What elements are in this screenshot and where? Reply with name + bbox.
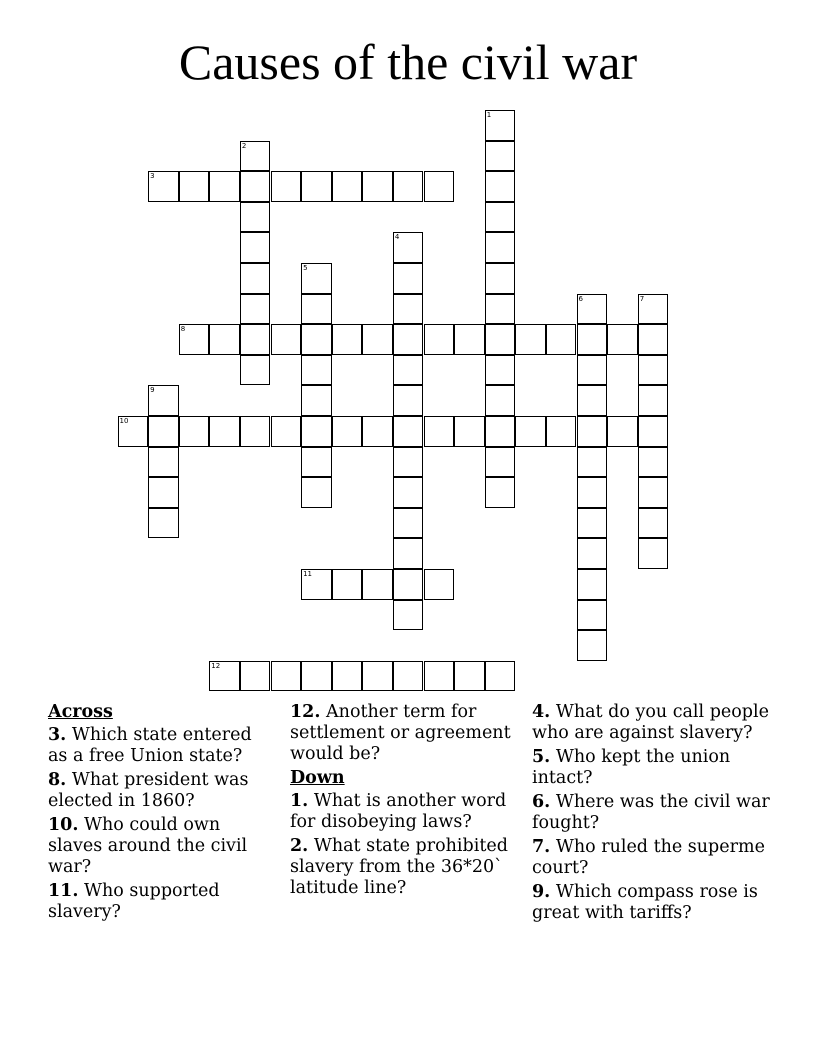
grid-cell[interactable] xyxy=(301,447,332,478)
cell-number: 12 xyxy=(211,661,221,670)
grid-cell[interactable] xyxy=(332,416,363,447)
clues-column-3 xyxy=(532,702,782,927)
grid-cell[interactable] xyxy=(301,416,332,447)
grid-cell[interactable] xyxy=(240,416,271,447)
cell-number: 11 xyxy=(303,570,313,578)
grid-cell[interactable] xyxy=(577,447,608,478)
grid-cell[interactable] xyxy=(179,324,210,355)
clue-down-4: 4. What do you call people who are against slavery? xyxy=(532,702,769,743)
grid-cell[interactable] xyxy=(485,232,516,263)
grid-cell[interactable] xyxy=(393,416,424,447)
cell-number: 4 xyxy=(394,233,400,242)
clues-column-2 xyxy=(290,702,526,902)
clue-across-8: 8. What president was elected in 1860? xyxy=(48,770,249,811)
clues-column-1 xyxy=(48,702,276,926)
clue-down-9: 9. Which compass rose is great with tariffs? xyxy=(532,882,758,923)
grid-cell[interactable] xyxy=(485,141,516,172)
grid-cell[interactable] xyxy=(485,477,516,508)
grid-cell[interactable] xyxy=(393,385,424,416)
grid-cell[interactable] xyxy=(301,477,332,508)
grid-cell[interactable] xyxy=(577,630,608,661)
grid-cell[interactable] xyxy=(577,538,608,569)
grid-cell[interactable] xyxy=(546,324,577,355)
grid-cell[interactable] xyxy=(301,324,332,355)
page-title: Causes of the civil war xyxy=(178,34,638,90)
grid-cell[interactable] xyxy=(485,416,516,447)
grid-cell[interactable] xyxy=(393,447,424,478)
grid-cell[interactable] xyxy=(454,324,485,355)
grid-cell[interactable] xyxy=(577,355,608,386)
cell-number: 1 xyxy=(486,111,492,119)
grid-cell[interactable] xyxy=(638,508,669,539)
clue-across-3: 3. Which state entered as a free Union state? xyxy=(48,725,252,766)
grid-cell[interactable] xyxy=(454,661,485,692)
cell-number: 5 xyxy=(303,264,308,272)
grid-cell[interactable] xyxy=(393,324,424,355)
grid-cell[interactable] xyxy=(577,385,608,416)
grid-cell[interactable] xyxy=(301,661,332,692)
grid-cell[interactable] xyxy=(577,477,608,508)
grid-cell[interactable] xyxy=(271,324,302,355)
grid-cell[interactable] xyxy=(424,661,455,692)
grid-cell[interactable] xyxy=(485,355,516,386)
grid-cell[interactable] xyxy=(577,294,608,325)
grid-cell[interactable] xyxy=(148,508,179,539)
grid-cell[interactable] xyxy=(240,232,271,263)
grid-cell[interactable] xyxy=(301,263,332,294)
clue-across-10: 10. Who could own slaves around the civil war? xyxy=(48,815,248,877)
grid-cell[interactable] xyxy=(332,569,363,600)
grid-cell[interactable] xyxy=(424,324,455,355)
grid-cell[interactable] xyxy=(209,324,240,355)
grid-cell[interactable] xyxy=(362,416,393,447)
grid-cell[interactable] xyxy=(424,416,455,447)
grid-cell[interactable] xyxy=(148,385,179,416)
grid-cell[interactable] xyxy=(638,447,669,478)
grid-cell[interactable] xyxy=(485,324,516,355)
grid-cell[interactable] xyxy=(332,171,363,202)
grid-cell[interactable] xyxy=(209,661,240,692)
grid-cell[interactable] xyxy=(638,355,669,386)
clue-down-5: 5. Who kept the union intact? xyxy=(532,747,731,788)
grid-cell[interactable] xyxy=(240,202,271,233)
grid-cell[interactable] xyxy=(332,661,363,692)
clue-down-6: 6. Where was the civil war fought? xyxy=(532,792,770,833)
grid-cell[interactable] xyxy=(240,294,271,325)
clue-across-11: 11. Who supported slavery? xyxy=(48,881,220,922)
grid-cell[interactable] xyxy=(332,324,363,355)
grid-cell[interactable] xyxy=(393,477,424,508)
grid-cell[interactable] xyxy=(393,171,424,202)
grid-cell[interactable] xyxy=(301,569,332,600)
grid-cell[interactable] xyxy=(577,508,608,539)
grid-cell[interactable] xyxy=(362,661,393,692)
grid-cell[interactable] xyxy=(638,294,669,325)
cell-number: 7 xyxy=(639,294,645,303)
grid-cell[interactable] xyxy=(393,263,424,294)
grid-cell[interactable] xyxy=(393,569,424,600)
grid-cell[interactable] xyxy=(148,416,179,447)
grid-cell[interactable] xyxy=(240,171,271,202)
grid-cell[interactable] xyxy=(148,447,179,478)
grid-cell[interactable] xyxy=(607,416,638,447)
grid-cell[interactable] xyxy=(301,294,332,325)
grid-cell[interactable] xyxy=(638,477,669,508)
grid-cell[interactable] xyxy=(393,661,424,692)
grid-cell[interactable] xyxy=(362,171,393,202)
cell-number: 8 xyxy=(180,325,186,334)
grid-cell[interactable] xyxy=(393,355,424,386)
clue-down-1: 1. What is another word for disobeying laws? xyxy=(290,791,507,832)
clue-down-7: 7. Who ruled the superme court? xyxy=(532,837,765,878)
grid-cell[interactable] xyxy=(485,661,516,692)
grid-cell[interactable] xyxy=(393,232,424,263)
grid-cell[interactable] xyxy=(638,324,669,355)
grid-cell[interactable] xyxy=(515,416,546,447)
grid-cell[interactable] xyxy=(271,171,302,202)
grid-cell[interactable] xyxy=(485,171,516,202)
grid-cell[interactable] xyxy=(485,294,516,325)
grid-cell[interactable] xyxy=(485,447,516,478)
grid-cell[interactable] xyxy=(301,171,332,202)
grid-cell[interactable] xyxy=(240,263,271,294)
grid-cell[interactable] xyxy=(179,416,210,447)
cell-number: 2 xyxy=(241,141,247,150)
grid-cell[interactable] xyxy=(271,416,302,447)
grid-cell[interactable] xyxy=(362,324,393,355)
grid-cell[interactable] xyxy=(240,324,271,355)
grid-cell[interactable] xyxy=(424,171,455,202)
grid-cell[interactable] xyxy=(301,385,332,416)
grid-cell[interactable] xyxy=(485,385,516,416)
grid-cell[interactable] xyxy=(546,416,577,447)
grid-cell[interactable] xyxy=(638,385,669,416)
cell-number: 9 xyxy=(150,386,155,395)
grid-cell[interactable] xyxy=(577,600,608,631)
grid-cell[interactable] xyxy=(240,355,271,386)
grid-cell[interactable] xyxy=(209,416,240,447)
down-heading: Down xyxy=(290,768,345,788)
cell-number: 3 xyxy=(150,172,155,181)
grid-cell[interactable] xyxy=(393,600,424,631)
clue-down-2: 2. What state prohibited slavery from the 36*20` latitude line? xyxy=(290,836,508,898)
grid-cell[interactable] xyxy=(638,416,669,447)
grid-cell[interactable] xyxy=(118,416,149,447)
grid-cell[interactable] xyxy=(485,263,516,294)
grid-cell[interactable] xyxy=(362,569,393,600)
grid-cell[interactable] xyxy=(271,661,302,692)
grid-cell[interactable] xyxy=(301,355,332,386)
grid-cell[interactable] xyxy=(148,477,179,508)
grid-cell[interactable] xyxy=(393,508,424,539)
grid-cell[interactable] xyxy=(179,171,210,202)
grid-cell[interactable] xyxy=(607,324,638,355)
grid-cell[interactable] xyxy=(515,324,546,355)
grid-cell[interactable] xyxy=(209,171,240,202)
grid-cell[interactable] xyxy=(485,202,516,233)
grid-cell[interactable] xyxy=(424,569,455,600)
grid-cell[interactable] xyxy=(454,416,485,447)
across-heading: Across xyxy=(48,702,113,722)
cell-number: 6 xyxy=(578,294,583,303)
grid-cell[interactable] xyxy=(393,538,424,569)
grid-cell[interactable] xyxy=(577,569,608,600)
grid-cell[interactable] xyxy=(577,416,608,447)
cell-number: 10 xyxy=(119,417,129,425)
grid-cell[interactable] xyxy=(240,141,271,172)
clue-across-12: 12. Another term for settlement or agreement would be? xyxy=(290,702,511,764)
grid-cell[interactable] xyxy=(577,324,608,355)
grid-cell[interactable] xyxy=(485,110,516,141)
grid-cell[interactable] xyxy=(393,294,424,325)
grid-cell[interactable] xyxy=(148,171,179,202)
grid-cell[interactable] xyxy=(638,538,669,569)
grid-cell[interactable] xyxy=(240,661,271,692)
